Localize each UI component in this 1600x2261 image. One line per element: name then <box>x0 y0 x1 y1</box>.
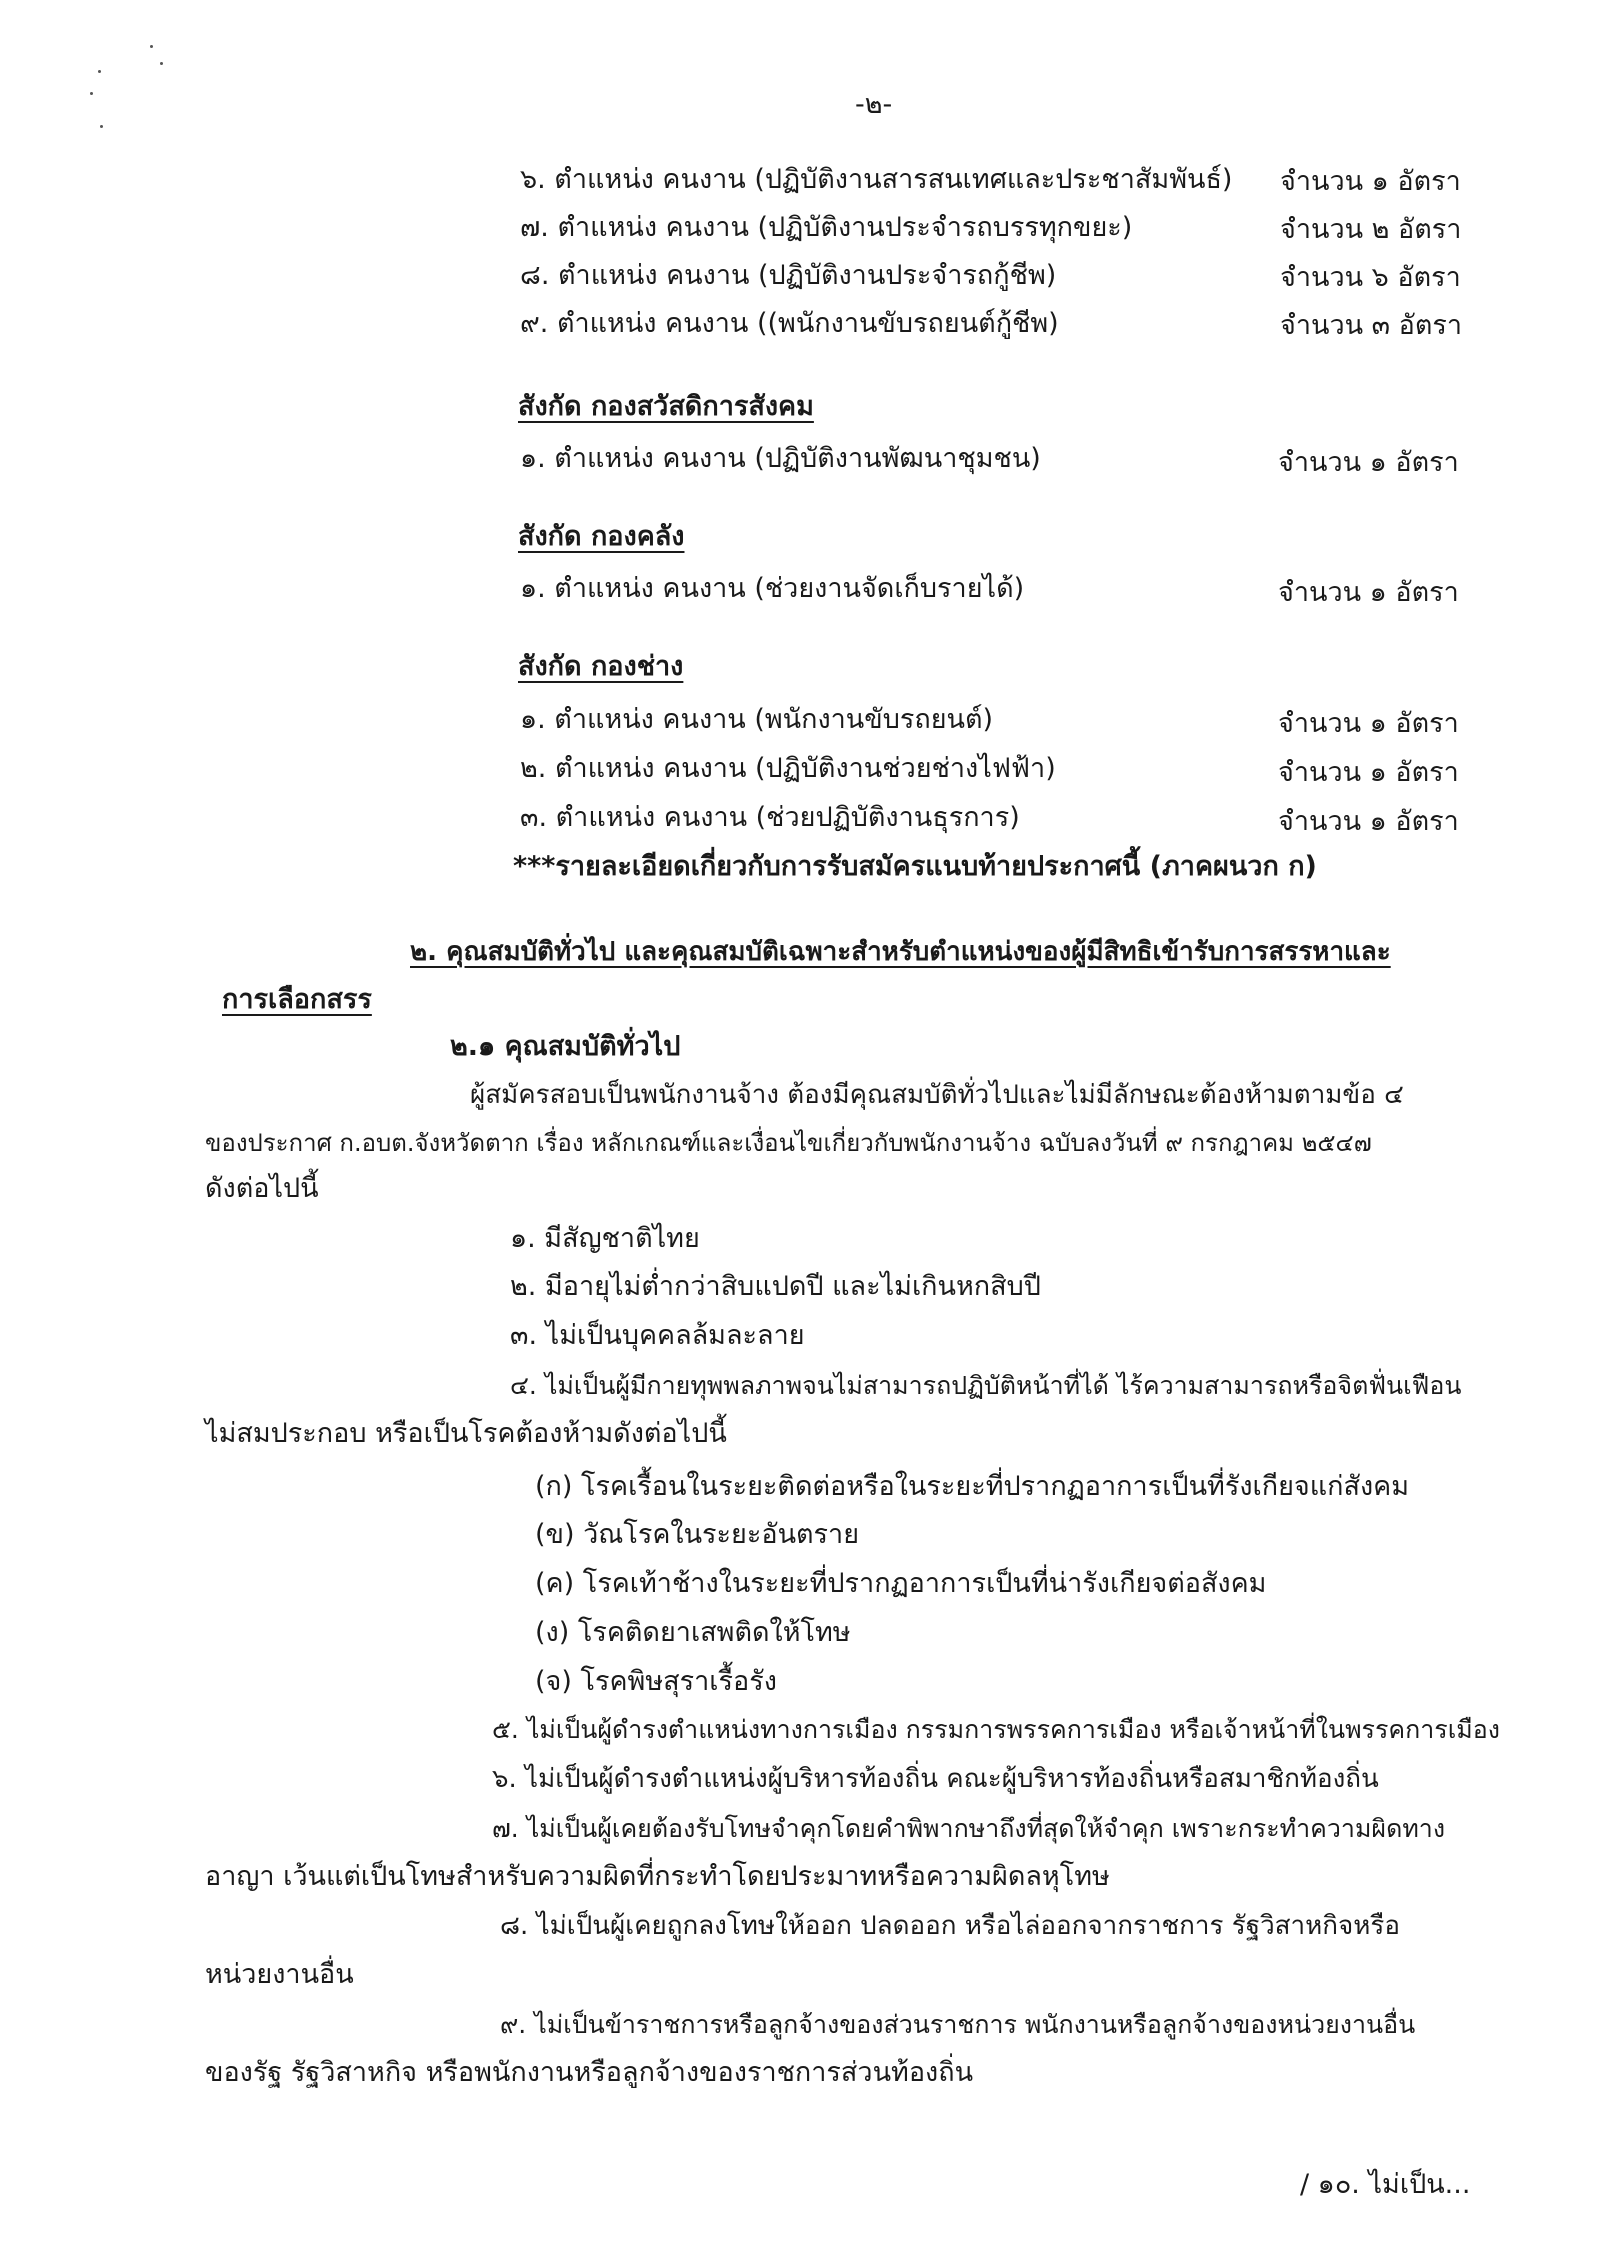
intro-text: ผู้สมัครสอบเป็นพนักงานจ้าง ต้องมีคุณสมบัติทั่วไปและไม่มีลักษณะต้องห้ามตามข้อ ๔ <box>470 1080 1404 1110</box>
section2-subheading: ๒.๑ คุณสมบัติทั่วไป <box>450 1031 681 1062</box>
section-heading-finance: สังกัด กองคลัง <box>518 521 685 552</box>
disease-item: (ง) โรคติดยาเสพติดให้โทษ <box>535 1617 851 1648</box>
section2-heading-cont: การเลือกสรร <box>222 984 372 1015</box>
disease-item: (ก) โรคเรื้อนในระยะติดต่อหรือในระยะที่ปรากฏอาการเป็นที่รังเกียจแก่สังคม <box>535 1471 1409 1502</box>
disease-item: (ค) โรคเท้าช้างในระยะที่ปรากฏอาการเป็นที่น่ารังเกียจต่อสังคม <box>535 1568 1267 1599</box>
position-count: จำนวน ๒ อัตรา <box>1280 214 1462 245</box>
position-line: ๘. ตำแหน่ง คนงาน (ปฏิบัติงานประจำรถกู้ชีพ) <box>520 260 1057 291</box>
scan-speck <box>98 70 101 73</box>
qualification-item-cont: อาญา เว้นแต่เป็นโทษสำหรับความผิดที่กระทำโดยประมาทหรือความผิดลหุโทษ <box>205 1861 1110 1892</box>
page-number: -๒- <box>855 89 893 120</box>
qualification-item: ๒. มีอายุไม่ต่ำกว่าสิบแปดปี และไม่เกินหกสิบปี <box>510 1271 1041 1302</box>
position-line: ๑. ตำแหน่ง คนงาน (ช่วยงานจัดเก็บรายได้) <box>520 573 1025 604</box>
position-line: ๙. ตำแหน่ง คนงาน ((พนักงานขับรถยนต์กู้ชีพ) <box>520 308 1059 339</box>
qualification-item-cont: ไม่สมประกอบ หรือเป็นโรคต้องห้ามดังต่อไปนี้ <box>205 1418 727 1449</box>
position-line: ๑. ตำแหน่ง คนงาน (พนักงานขับรถยนต์) <box>520 704 994 735</box>
qualification-item: ๔. ไม่เป็นผู้มีกายทุพพลภาพจนไม่สามารถปฏิบัติหน้าที่ได้ ไร้ความสามารถหรือจิตฟั่นเฟือน <box>510 1371 1462 1400</box>
intro-text: ดังต่อไปนี้ <box>205 1173 319 1204</box>
position-count: จำนวน ๑ อัตรา <box>1278 708 1459 739</box>
section2-heading: ๒. คุณสมบัติทั่วไป และคุณสมบัติเฉพาะสำหรับตำแหน่งของผู้มีสิทธิเข้ารับการสรรหาและ <box>410 937 1391 967</box>
position-line: ๒. ตำแหน่ง คนงาน (ปฏิบัติงานช่วยช่างไฟฟ้า) <box>520 753 1056 784</box>
qualification-item: ๗. ไม่เป็นผู้เคยต้องรับโทษจำคุกโดยคำพิพากษาถึงที่สุดให้จำคุก เพราะกระทำความผิดทาง <box>492 1814 1446 1843</box>
disease-item: (ข) วัณโรคในระยะอันตราย <box>535 1519 860 1550</box>
qualification-item: ๑. มีสัญชาติไทย <box>510 1223 700 1254</box>
position-count: จำนวน ๑ อัตรา <box>1278 447 1459 478</box>
continuation-marker: / ๑๐. ไม่เป็น... <box>1300 2169 1471 2200</box>
qualification-item: ๓. ไม่เป็นบุคคลล้มละลาย <box>510 1320 805 1351</box>
position-line: ๗. ตำแหน่ง คนงาน (ปฏิบัติงานประจำรถบรรทุกขยะ) <box>520 212 1133 243</box>
section-heading-welfare: สังกัด กองสวัสดิการสังคม <box>518 391 814 422</box>
intro-text: ของประกาศ ก.อบต.จังหวัดตาก เรื่อง หลักเกณฑ์และเงื่อนไขเกี่ยวกับพนักงานจ้าง ฉบับลงวันที่ ๙ กรกฎาคม ๒๕๔๗ <box>205 1129 1372 1157</box>
attachment-note: ***รายละเอียดเกี่ยวกับการรับสมัครแนบท้ายประกาศนี้ (ภาคผนวก ก) <box>513 851 1317 882</box>
scan-speck <box>90 92 93 95</box>
scan-speck <box>150 45 153 48</box>
position-line: ๑. ตำแหน่ง คนงาน (ปฏิบัติงานพัฒนาชุมชน) <box>520 443 1041 474</box>
qualification-item-cont: หน่วยงานอื่น <box>205 1959 354 1990</box>
position-count: จำนวน ๓ อัตรา <box>1280 310 1463 341</box>
position-count: จำนวน ๑ อัตรา <box>1278 757 1459 788</box>
disease-item: (จ) โรคพิษสุราเรื้อรัง <box>535 1666 777 1697</box>
qualification-item: ๕. ไม่เป็นผู้ดำรงตำแหน่งทางการเมือง กรรมการพรรคการเมือง หรือเจ้าหน้าที่ในพรรคการเมือง <box>492 1715 1500 1744</box>
position-line: ๖. ตำแหน่ง คนงาน (ปฏิบัติงานสารสนเทศและประชาสัมพันธ์) <box>520 164 1233 195</box>
position-count: จำนวน ๖ อัตรา <box>1280 262 1461 293</box>
scan-speck <box>100 125 103 128</box>
position-count: จำนวน ๑ อัตรา <box>1280 166 1461 197</box>
qualification-item: ๘. ไม่เป็นผู้เคยถูกลงโทษให้ออก ปลดออก หรือไล่ออกจากราชการ รัฐวิสาหกิจหรือ <box>500 1911 1400 1941</box>
scan-speck <box>160 62 163 65</box>
qualification-item: ๖. ไม่เป็นผู้ดำรงตำแหน่งผู้บริหารท้องถิ่น คณะผู้บริหารท้องถิ่นหรือสมาชิกท้องถิ่น <box>492 1764 1379 1794</box>
position-count: จำนวน ๑ อัตรา <box>1278 577 1459 608</box>
position-count: จำนวน ๑ อัตรา <box>1278 806 1459 837</box>
qualification-item: ๙. ไม่เป็นข้าราชการหรือลูกจ้างของส่วนราชการ พนักงานหรือลูกจ้างของหน่วยงานอื่น <box>500 2010 1416 2039</box>
position-line: ๓. ตำแหน่ง คนงาน (ช่วยปฏิบัติงานธุรการ) <box>520 802 1020 833</box>
qualification-item-cont: ของรัฐ รัฐวิสาหกิจ หรือพนักงานหรือลูกจ้างของราชการส่วนท้องถิ่น <box>205 2057 974 2088</box>
section-heading-engineering: สังกัด กองช่าง <box>518 651 684 682</box>
